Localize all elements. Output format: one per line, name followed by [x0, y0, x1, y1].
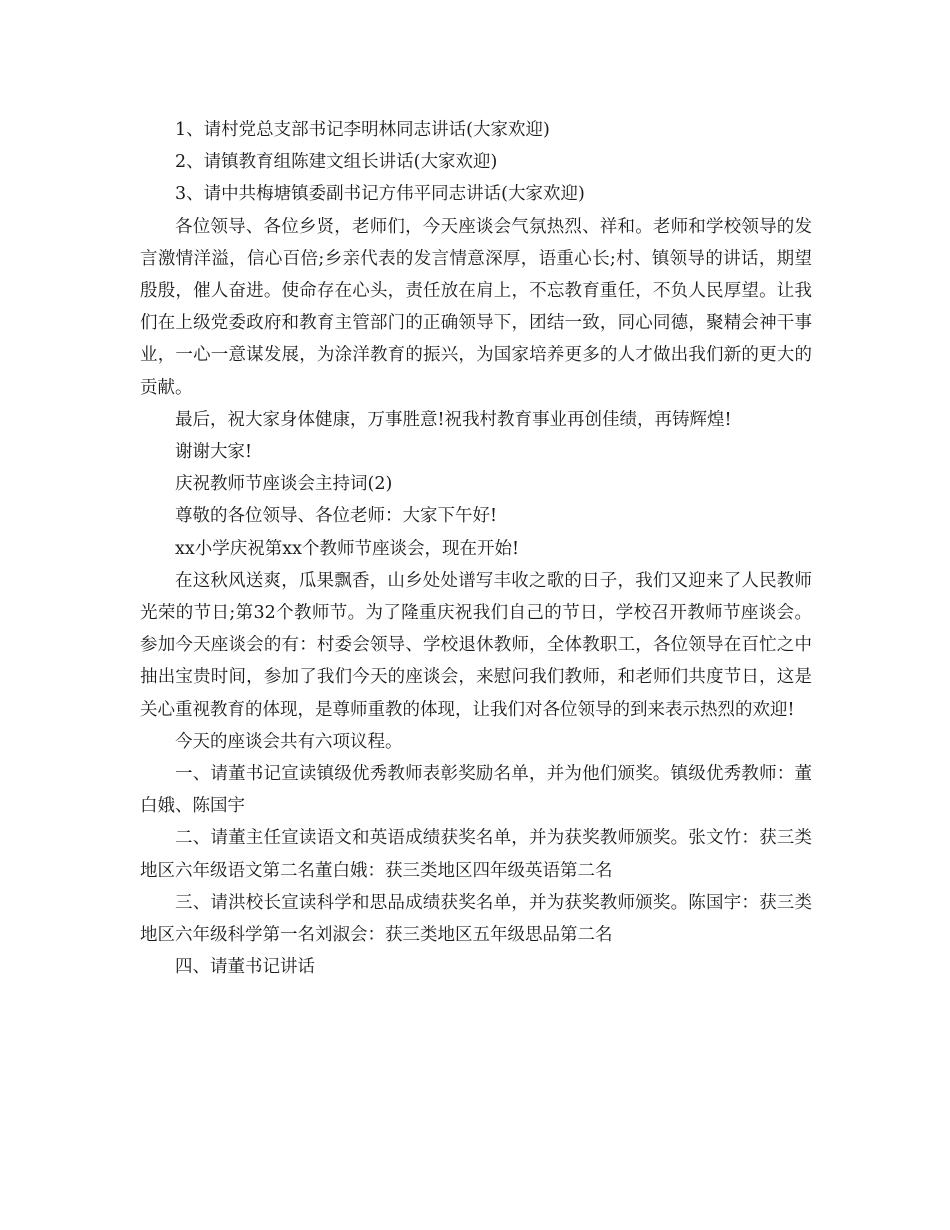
agenda-step-4: 四、请董书记讲话	[175, 957, 315, 978]
closing-remarks-paragraph: 各位领导、各位乡贤，老师们，今天座谈会气氛热烈、祥和。老师和学校领导的发言激情洋溢，信心百倍;乡亲代表的发言情意深厚，语重心长;村、镇领导的讲话，期望殷殷，催人奋进。使命存在心头，责任放在肩上，不忘教育重任，不负人民厚望。让我们在上级党委政府和教育主管部门的正确领导下，团结一致，同心同德，聚精会神干事业，一心一意谋发展，为涂洋教育的振兴，为国家培养更多的人才做出我们新的更大的贡献。	[140, 216, 812, 398]
document-body	[140, 114, 812, 983]
agenda-item-2: 2、请镇教育组陈建文组长讲话(大家欢迎)	[175, 152, 498, 173]
agenda-step-1: 一、请董书记宣读镇级优秀教师表彰奖励名单，并为他们颁奖。镇级优秀教师：董白娥、陈国宇	[140, 764, 812, 817]
greeting-line: 尊敬的各位领导、各位老师：大家下午好!	[175, 506, 498, 527]
agenda-step-2: 二、请董主任宣读语文和英语成绩获奖名单，并为获奖教师颁奖。张文竹：获三类地区六年级语文第二名董白娥：获三类地区四年级英语第二名	[140, 828, 812, 881]
thanks-line: 谢谢大家!	[175, 442, 253, 463]
section-title: 庆祝教师节座谈会主持词(2)	[175, 474, 393, 495]
opening-line: xx小学庆祝第xx个教师节座谈会，现在开始!	[175, 538, 520, 559]
agenda-step-3: 三、请洪校长宣读科学和思品成绩获奖名单，并为获奖教师颁奖。陈国宇：获三类地区六年级科学第一名刘淑会：获三类地区五年级思品第二名	[140, 892, 812, 946]
agenda-item-3: 3、请中共梅塘镇委副书记方伟平同志讲话(大家欢迎)	[175, 184, 585, 205]
closing-wishes: 最后，祝大家身体健康，万事胜意!祝我村教育事业再创佳绩，再铸辉煌!	[175, 409, 732, 430]
intro-paragraph: 在这秋风送爽，瓜果飘香，山乡处处谱写丰收之歌的日子，我们又迎来了人民教师光荣的节日;第32个教师节。为了隆重庆祝我们自己的节日，学校召开教师节座谈会。参加今天座谈会的有：村委会领导、学校退休教师，全体教职工，各位领导在百忙之中抽出宝贵时间，参加了我们今天的座谈会，来慰问我们教师，和老师们共度节日，这是关心重视教育的体现，是尊师重教的体现，让我们对各位领导的到来表示热烈的欢迎!	[140, 570, 812, 720]
agenda-intro: 今天的座谈会共有六项议程。	[175, 731, 403, 752]
agenda-item-1: 1、请村党总支部书记李明林同志讲话(大家欢迎)	[175, 120, 550, 140]
